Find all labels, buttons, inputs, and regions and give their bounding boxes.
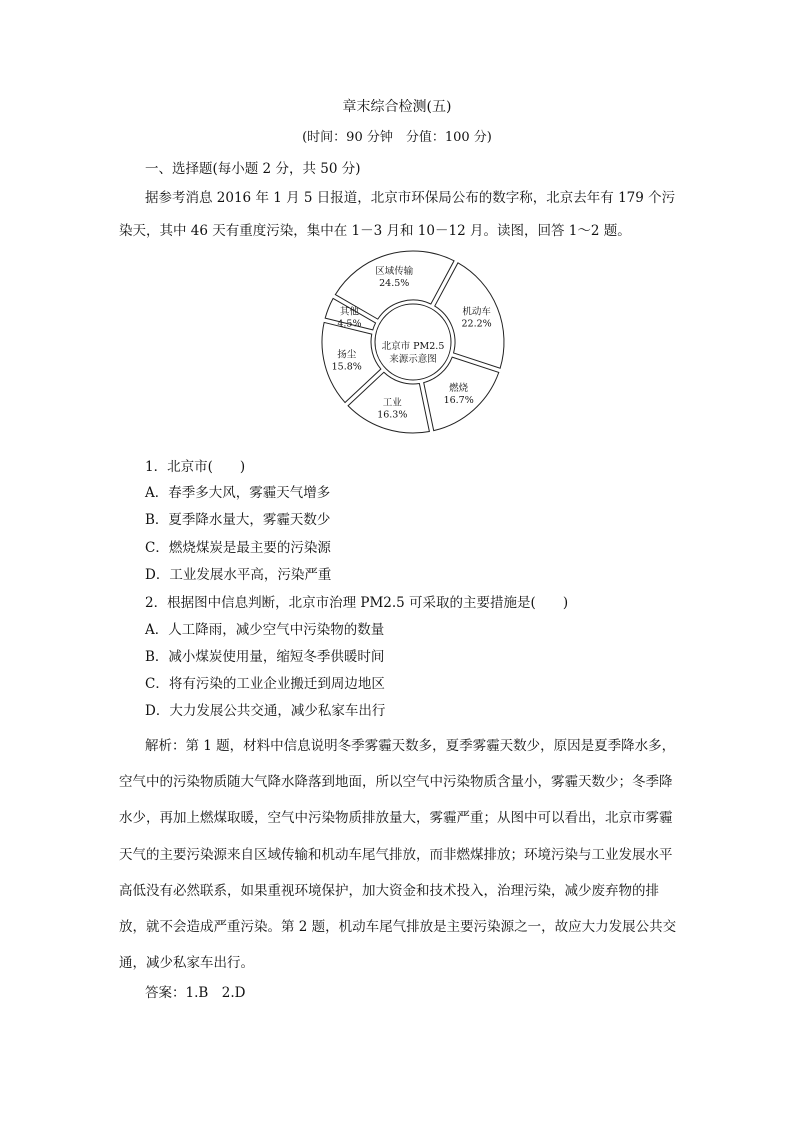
question-1-option-d: D．工业发展水平高，污染严重 [145,567,332,583]
question-2-option-a: A．人工降雨，减少空气中污染物的数量 [145,622,385,638]
pie-slice-value-1: 22.2% [461,318,492,330]
pie-slice-value-4: 15.8% [331,361,362,373]
question-1-option-a: A．春季多大风，雾霾天气增多 [145,485,331,501]
answer-line: 答案：1.B 2.D [145,985,246,1001]
intro-paragraph [119,182,679,248]
pie-slice-name-1: 机动车 [462,306,491,318]
pie-slice-name-2: 燃烧 [449,383,469,395]
chart-center-label-line2: 来源示意图 [389,354,437,365]
pie-slice-value-5: 4.5% [337,318,362,330]
pie-slice-name-4: 扬尘 [337,349,357,361]
question-1-option-b: B．夏季降水量大，雾霾天数少 [145,512,331,528]
document-subtitle: (时间：90 分钟 分值：100 分) [302,130,492,145]
pie-slice-name-3: 工业 [382,397,402,409]
pm25-donut-chart [313,242,513,442]
question-2-option-d: D．大力发展公共交通，减少私家车出行 [145,703,386,719]
pie-slice-value-0: 24.5% [379,278,410,290]
section-heading: 一、选择题(每小题 2 分，共 50 分) [145,161,361,177]
analysis-paragraph [119,728,679,981]
chart-center-label-line1: 北京市 PM2.5 [381,341,445,352]
question-2-option-c: C．将有污染的工业企业搬迁到周边地区 [145,676,385,692]
document-title: 章末综合检测(五) [342,99,452,115]
pie-slice-value-2: 16.7% [443,395,474,407]
question-1-option-c: C．燃烧煤炭是最主要的污染源 [145,540,331,556]
question-2-stem: 2．根据图中信息判断，北京市治理 PM2.5 可采取的主要措施是( ) [145,595,569,611]
pie-slice-value-3: 16.3% [377,409,408,421]
question-1-stem: 1．北京市( ) [145,459,246,475]
analysis-text: 解析：第 1 题，材料中信息说明冬季雾霾天数多，夏季雾霾天数少，原因是夏季降水多，空气中的污染物质随大气降水降落到地面，所以空气中污染物质含量小，雾霾天数少；冬季降水少，再加上燃煤取暖，空气中污染物质排放量大，雾霾严重；从图中可以看出，北京市雾霾天气的主要污染源来自区域传输和机动车尾气排放，而非燃煤排放；环境污染与工业发展水平高低没有必然联系，如果重视环境保护，加大资金和技术投入，治理污染，减少废弃物的排放，就不会造成严重污染。第 2 题，机动车尾气排放是主要污染源之一，故应大力发展公共交通，减少私家车出行。 [119,738,677,972]
question-2-option-b: B．减小煤炭使用量，缩短冬季供暖时间 [145,649,385,665]
pie-slice-name-5: 其他 [339,306,359,318]
intro-text: 据参考消息 2016 年 1 月 5 日报道，北京市环保局公布的数字称，北京去年有 179 个污染天，其中 46 天有重度污染，集中在 1－3 月和 10－12 月。读图，回答 1～2 题。 [119,190,676,239]
pie-slice-name-0: 区域传输 [375,266,414,278]
